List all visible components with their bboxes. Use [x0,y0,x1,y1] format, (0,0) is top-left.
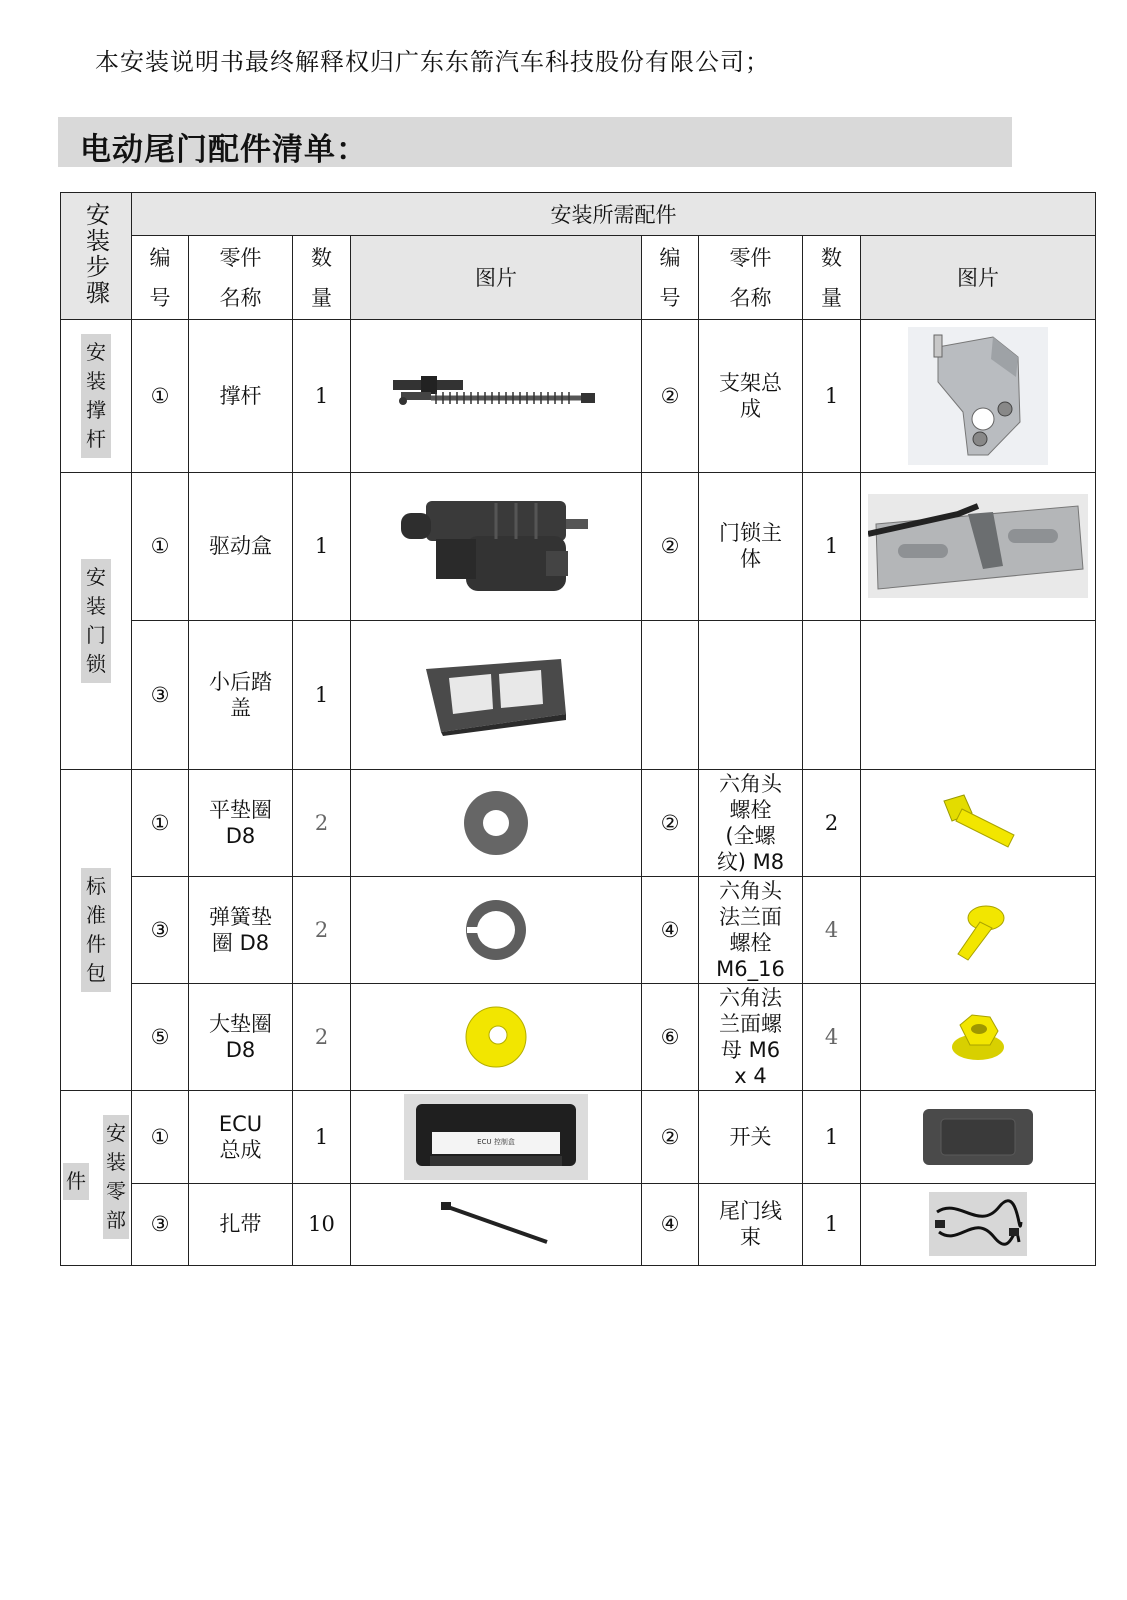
ecu-picture [351,1091,642,1183]
part-no: ③ [132,876,189,983]
step-label-a: 件 [63,1163,89,1200]
part-name: 撑杆 [189,320,293,472]
part-no: ④ [642,1183,699,1265]
table-row [61,876,1096,983]
step-cell [61,472,132,769]
col-name-1: 零件名称 [189,236,293,320]
spring-washer-image [463,897,529,963]
disclaimer-note: 本安装说明书最终解释权归广东东箭汽车科技股份有限公司； [95,48,770,76]
cover-picture [351,621,642,769]
part-name: 平垫圈 D8 [189,769,293,876]
col-qty-1: 数量 [293,236,351,320]
table-row [61,1091,1096,1183]
col-name-2: 零件名称 [699,236,803,320]
part-name: 六角头螺栓(全螺纹) M8 [699,769,803,876]
step-label-split [61,1091,131,1265]
step-label: 标准件包 [81,868,111,992]
part-name [699,621,803,769]
parts-table [60,192,1096,1266]
flange-nut-image [950,1011,1006,1063]
cable-tie-image [441,1202,551,1246]
table-row [61,320,1096,472]
bracket-image [908,327,1048,465]
harness-picture [861,1183,1096,1265]
strut-image [391,376,601,416]
step-label: 安装门锁 [81,559,111,683]
large-washer-picture [351,984,642,1091]
part-qty: 1 [293,320,351,472]
part-name: 扎带 [189,1183,293,1265]
step-cell [61,320,132,472]
hex-bolt-picture [861,769,1096,876]
lock-picture [861,472,1096,620]
table-row [61,1183,1096,1265]
strut-picture [351,320,642,472]
drivebox-picture [351,472,642,620]
step-label: 安装撑杆 [81,334,111,458]
part-qty: 1 [803,1183,861,1265]
col-pic-2: 图片 [861,236,1096,320]
empty-picture [861,621,1096,769]
section-title: 电动尾门配件清单： [80,132,368,168]
step-cell [61,1091,132,1266]
part-no: ③ [132,1183,189,1265]
part-name: 弹簧垫圈 D8 [189,876,293,983]
part-no: ② [642,320,699,472]
part-qty: 1 [293,621,351,769]
part-qty: 1 [293,472,351,620]
part-qty: 2 [293,876,351,983]
flange-nut-picture [861,984,1096,1091]
step-label-b: 安装零部 [103,1115,129,1239]
part-name: 支架总成 [699,320,803,472]
hex-bolt-image [936,793,1020,853]
step-cell [61,769,132,1091]
flat-washer-picture [351,769,642,876]
part-qty: 1 [803,1091,861,1183]
part-qty: 4 [803,876,861,983]
col-no-2: 编号 [642,236,699,320]
col-qty-2: 数量 [803,236,861,320]
part-qty: 2 [803,769,861,876]
ecu-label: ECU 控制盒 [477,1138,515,1147]
part-no: ② [642,472,699,620]
part-no: ① [132,320,189,472]
part-qty: 1 [803,472,861,620]
section-banner [58,117,1012,167]
part-qty: 10 [293,1183,351,1265]
part-no: ① [132,1091,189,1183]
part-no: ② [642,769,699,876]
group-header: 安装所需配件 [132,193,1096,236]
part-qty: 4 [803,984,861,1091]
part-qty [803,621,861,769]
table-row [61,769,1096,876]
col-no-1: 编号 [132,236,189,320]
part-name: 驱动盒 [189,472,293,620]
large-washer-image [464,1005,528,1069]
drivebox-image [396,491,596,601]
part-no [642,621,699,769]
part-no: ④ [642,876,699,983]
flange-bolt-picture [861,876,1096,983]
part-no: ② [642,1091,699,1183]
ecu-image [404,1094,588,1180]
switch-image [921,1105,1035,1169]
part-qty: 1 [293,1091,351,1183]
harness-image [929,1192,1027,1256]
table-row [61,984,1096,1091]
part-name: 尾门线束 [699,1183,803,1265]
part-name: 开关 [699,1091,803,1183]
step-header-cell [61,193,132,320]
lock-image [868,494,1088,598]
cable-tie-picture [351,1183,642,1265]
step-header: 安装步骤 [81,201,110,306]
part-name: 门锁主体 [699,472,803,620]
cover-image [421,654,571,736]
part-no: ⑥ [642,984,699,1091]
flat-washer-image [461,788,531,858]
table-row [61,621,1096,769]
part-qty: 1 [803,320,861,472]
col-pic-1: 图片 [351,236,642,320]
part-name: ECU 总成 [189,1091,293,1183]
flange-bolt-image [946,898,1010,962]
part-name: 六角头法兰面螺栓 M6_16 [699,876,803,983]
part-no: ① [132,769,189,876]
part-no: ① [132,472,189,620]
spring-washer-picture [351,876,642,983]
part-qty: 2 [293,769,351,876]
part-qty: 2 [293,984,351,1091]
part-name: 小后踏盖 [189,621,293,769]
switch-picture [861,1091,1096,1183]
part-no: ⑤ [132,984,189,1091]
table-row [61,472,1096,620]
part-no: ③ [132,621,189,769]
bracket-picture [861,320,1096,472]
part-name: 大垫圈 D8 [189,984,293,1091]
part-name: 六角法兰面螺母 M6 x 4 [699,984,803,1091]
